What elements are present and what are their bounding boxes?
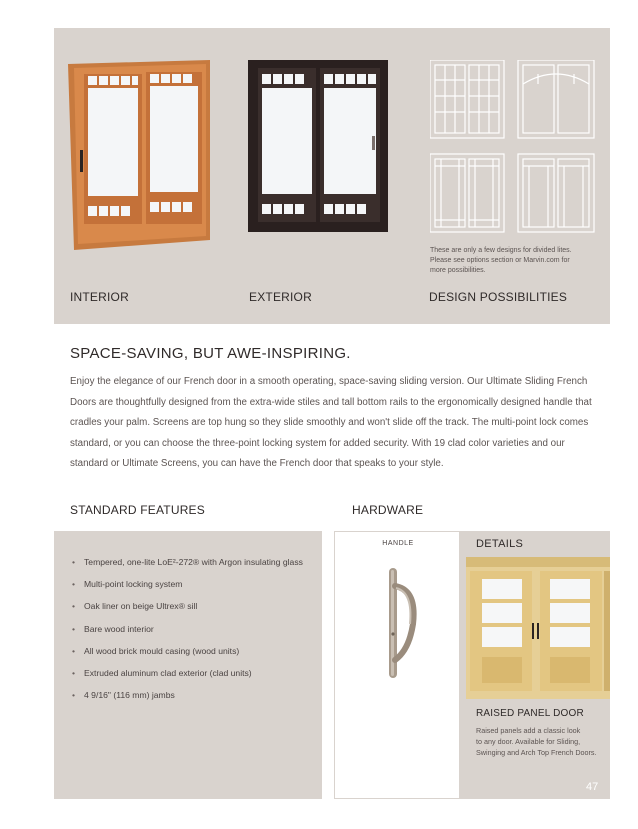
bullet-icon: • (72, 601, 76, 612)
divided-lites-note (430, 246, 590, 276)
raised-panel-door-title: RAISED PANEL DOOR (476, 708, 584, 719)
bullet-icon: • (72, 690, 76, 701)
standard-features-title: STANDARD FEATURES (70, 503, 205, 517)
bullet-icon: • (72, 645, 76, 656)
caption-exterior: EXTERIOR (249, 290, 312, 304)
note-line: These are only a few designs for divided lites. (430, 247, 572, 254)
interior-door-image (68, 60, 210, 250)
feature-text: Oak liner on beige Ultrex® sill (84, 601, 198, 612)
divided-lite-designs (430, 60, 596, 236)
feature-text: Extruded aluminum clad exterior (clad units) (84, 668, 252, 679)
feature-text: Multi-point locking system (84, 579, 183, 590)
feature-item (72, 573, 303, 595)
caption-interior: INTERIOR (70, 290, 129, 304)
feature-text: Tempered, one-lite LoE²-272® with Argon insulating glass (84, 557, 303, 567)
description-line: Swinging and Arch Top French Doors. (476, 748, 597, 757)
feature-item (72, 640, 303, 662)
raised-panel-door-description (476, 725, 606, 758)
intro-paragraph: Enjoy the elegance of our French door in a smooth operating, space-saving sliding version. Our Ultimate Sliding French Doors are thoughtfully designed from the extra-wide stiles and tall bottom rails to the ergonomically designed handle that cradles your palm. Screens are top hung so they slide smoothly and won't slide off the track. The multi-point lock comes standard, or you can choose the three-point locking system for added security. With 19 clad color varieties and our standard or Ultimate Screens, you can have the French door that speaks to your style. (70, 376, 592, 469)
features-list (72, 551, 303, 706)
door-handle-image (383, 564, 423, 684)
feature-item (72, 595, 303, 617)
caption-design-possibilities: DESIGN POSSIBILITIES (429, 290, 568, 304)
bullet-icon: • (72, 623, 76, 634)
standard-features-panel (54, 531, 322, 799)
handle-panel (334, 531, 460, 799)
note-line: more possibilities. (430, 267, 486, 274)
hardware-panel (334, 531, 610, 799)
details-title: DETAILS (476, 538, 524, 550)
raised-panel-door-image (466, 557, 610, 699)
description-line: to any door. Available for Sliding, (476, 737, 581, 746)
handle-label: HANDLE (382, 540, 414, 547)
bullet-icon: • (72, 579, 76, 590)
feature-item (72, 684, 303, 706)
note-line: Please see options section or Marvin.com for (430, 257, 570, 264)
feature-item (72, 618, 303, 640)
bullet-icon: • (72, 668, 76, 679)
section-heading: SPACE-SAVING, BUT AWE-INSPIRING. (70, 345, 351, 362)
bullet-icon: • (72, 557, 76, 567)
feature-text: 4 9/16" (116 mm) jambs (84, 690, 175, 701)
exterior-door-image (248, 60, 388, 232)
description-line: Raised panels add a classic look (476, 726, 581, 735)
page-number: 47 (586, 781, 599, 793)
hardware-title: HARDWARE (352, 503, 424, 517)
feature-text: All wood brick mould casing (wood units) (84, 645, 240, 656)
feature-item (72, 551, 303, 573)
feature-text: Bare wood interior (84, 623, 154, 634)
feature-item (72, 662, 303, 684)
